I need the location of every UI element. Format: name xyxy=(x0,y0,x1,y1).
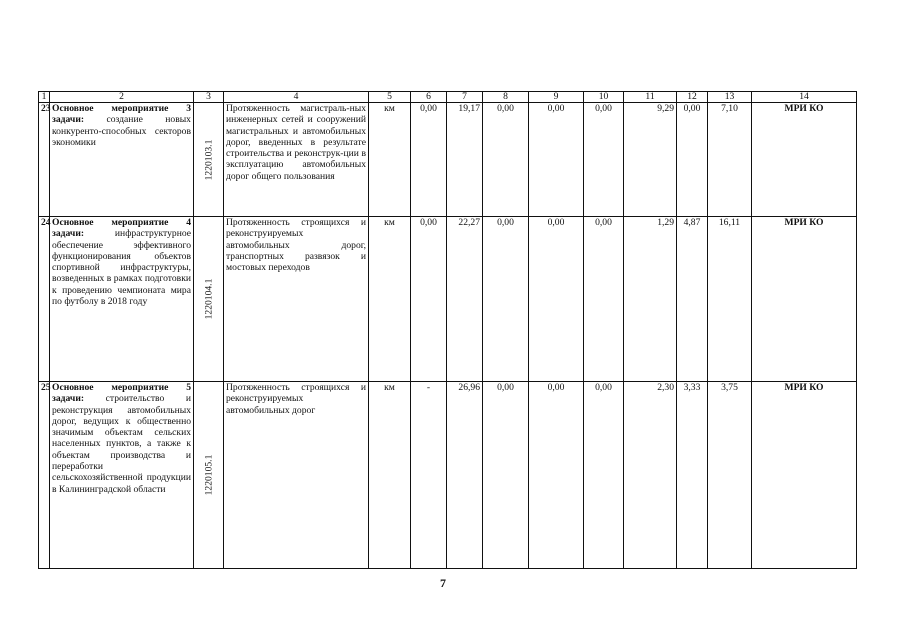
indicator-name: Протяженность магистраль-ных инженерных сетей и сооружений магистральных и автомобильных дорог, введенных в результате строительства и реконструк-ции в эксплуатацию автомобильных дорог общего пользования xyxy=(224,103,369,217)
event-description xyxy=(50,103,194,217)
unit: км xyxy=(369,217,411,382)
value-col8: 0,00 xyxy=(483,103,529,217)
column-header: 3 xyxy=(194,92,224,103)
value-col8: 0,00 xyxy=(483,382,529,569)
row-number: 24 xyxy=(39,217,50,382)
column-header: 12 xyxy=(677,92,708,103)
column-header: 11 xyxy=(624,92,677,103)
table-row xyxy=(39,103,857,217)
unit: км xyxy=(369,382,411,569)
event-text: создание новых конкуренто-способных секторов экономики xyxy=(52,114,191,148)
indicator-name: Протяженность строящихся и реконструируемых автомобильных дорог, транспортных развязок и мостовых переходов xyxy=(224,217,369,382)
column-header: 8 xyxy=(483,92,529,103)
program-events-table xyxy=(38,91,857,569)
column-header: 5 xyxy=(369,92,411,103)
event-title: Основное мероприятие 3 задачи: xyxy=(52,103,191,126)
table-row xyxy=(39,382,857,569)
value-col9: 0,00 xyxy=(529,103,584,217)
executor: МРИ КО xyxy=(752,103,857,217)
column-header: 2 xyxy=(50,92,194,103)
value-col13: 7,10 xyxy=(708,103,752,217)
budget-code: 1220103.1 xyxy=(202,139,214,180)
value-col7: 19,17 xyxy=(447,103,483,217)
value-col6: 0,00 xyxy=(411,217,447,382)
value-col7: 22,27 xyxy=(447,217,483,382)
value-col12: 0,00 xyxy=(677,103,708,217)
indicator-name: Протяженность строящихся и реконструируемых автомобильных дорог xyxy=(224,382,369,569)
column-header: 10 xyxy=(584,92,624,103)
budget-code-cell xyxy=(194,217,224,382)
value-col12: 3,33 xyxy=(677,382,708,569)
value-col10: 0,00 xyxy=(584,103,624,217)
value-col13: 16,11 xyxy=(708,217,752,382)
budget-code-cell xyxy=(194,103,224,217)
row-number: 23 xyxy=(39,103,50,217)
value-col11: 2,30 xyxy=(624,382,677,569)
event-description xyxy=(50,382,194,569)
value-col12: 4,87 xyxy=(677,217,708,382)
value-col9: 0,00 xyxy=(529,217,584,382)
event-title: Основное мероприятие 5 задачи: xyxy=(52,382,191,405)
value-col7: 26,96 xyxy=(447,382,483,569)
row-number: 25 xyxy=(39,382,50,569)
value-col6: - xyxy=(411,382,447,569)
column-header: 1 xyxy=(39,92,50,103)
value-col10: 0,00 xyxy=(584,382,624,569)
value-col6: 0,00 xyxy=(411,103,447,217)
executor: МРИ КО xyxy=(752,217,857,382)
budget-code: 1220104.1 xyxy=(202,278,214,320)
column-header: 13 xyxy=(708,92,752,103)
unit: км xyxy=(369,103,411,217)
value-col8: 0,00 xyxy=(483,217,529,382)
page-number: 7 xyxy=(440,576,446,590)
event-text: строительство и реконструкция автомобильных дорог, ведущих к общественно значимым объектам сельских населенных пунктов, а также к объектам производства и переработки сельскохозяйственной продукции в Калининградской области xyxy=(52,393,191,495)
column-header: 9 xyxy=(529,92,584,103)
value-col11: 9,29 xyxy=(624,103,677,217)
executor: МРИ КО xyxy=(752,382,857,569)
budget-code-cell xyxy=(194,382,224,569)
event-title: Основное мероприятие 4 задачи: xyxy=(52,217,191,240)
value-col10: 0,00 xyxy=(584,217,624,382)
header-row xyxy=(39,92,857,103)
column-header: 6 xyxy=(411,92,447,103)
column-header: 4 xyxy=(224,92,369,103)
budget-code: 1220105.1 xyxy=(202,454,214,496)
value-col13: 3,75 xyxy=(708,382,752,569)
value-col11: 1,29 xyxy=(624,217,677,382)
event-description xyxy=(50,217,194,382)
value-col9: 0,00 xyxy=(529,382,584,569)
column-header: 14 xyxy=(752,92,857,103)
table-row xyxy=(39,217,857,382)
column-header: 7 xyxy=(447,92,483,103)
event-text: инфраструктурное обеспечение эффективного функционирования объектов спортивной инфраструктуры, возведенных в рамках подготовки к проведению чемпионата мира по футболу в 2018 году xyxy=(52,228,191,308)
